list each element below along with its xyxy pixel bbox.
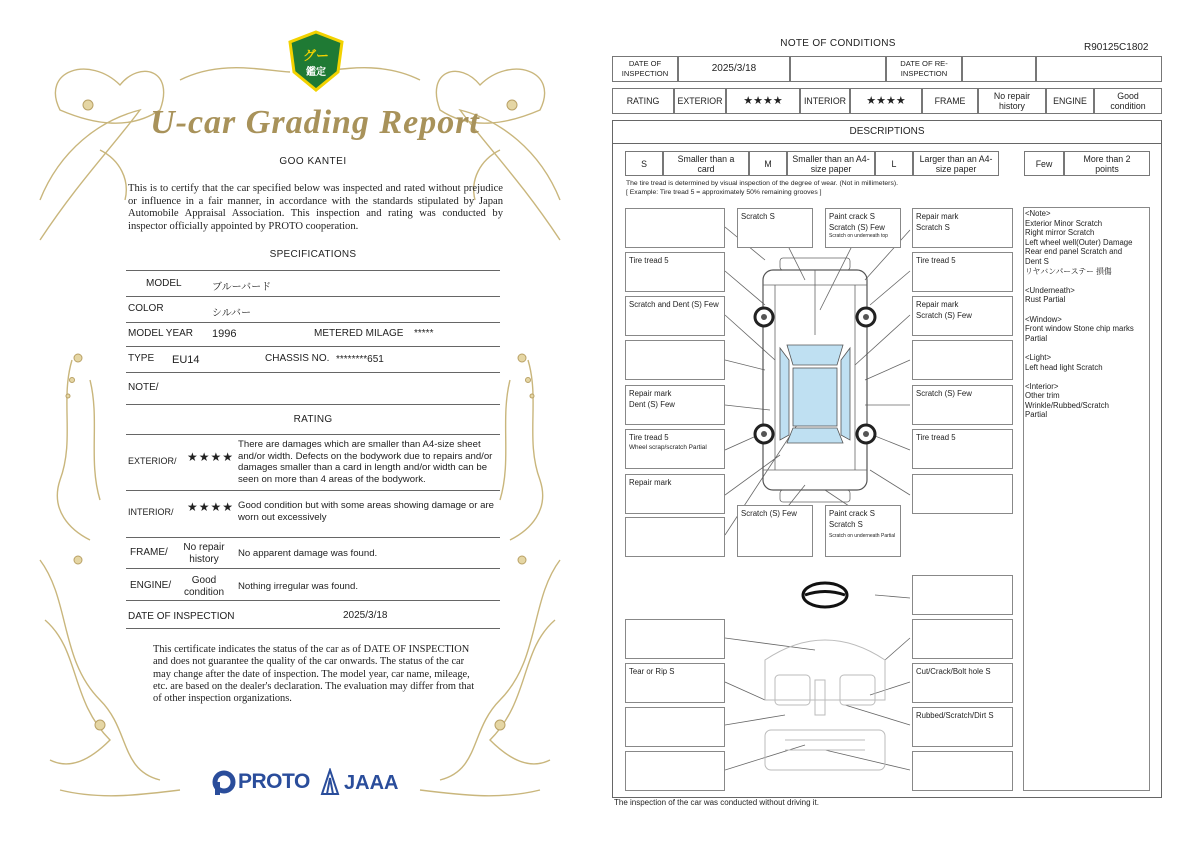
interior-description: Good condition but with some areas showing damage or are worn out excessively — [238, 500, 494, 523]
interior-stars: ★★★★ — [187, 500, 235, 514]
damage-box-repair-top: Repair mark Scratch S — [912, 208, 1013, 248]
jaaa-brand: JAAA — [344, 772, 399, 794]
note-line: Dent S — [1025, 256, 1049, 266]
damage-box — [625, 619, 725, 659]
note-line: <Underneath> — [1025, 285, 1075, 295]
type-label: TYPE — [128, 353, 155, 364]
mileage-label: METERED MILAGE — [314, 328, 404, 339]
notes-list — [1025, 209, 1134, 420]
legend-l: L — [875, 151, 913, 176]
damage-box-cut-crack: Cut/Crack/Bolt hole S — [912, 663, 1013, 703]
interior-label: INTERIOR — [800, 88, 850, 114]
type-value: EU14 — [172, 354, 200, 366]
divider — [126, 628, 500, 629]
note-line: Partial — [1025, 410, 1048, 420]
model-year-value: 1996 — [212, 328, 237, 340]
rating-label: RATING — [612, 88, 674, 114]
goo-kantei-logo — [286, 30, 346, 92]
note-label: NOTE/ — [128, 382, 159, 393]
chassis-value: ********651 — [336, 354, 384, 365]
date-inspection-value: 2025/3/18 — [678, 56, 790, 82]
damage-box — [912, 474, 1013, 514]
blank-cell — [790, 56, 886, 82]
note-line — [1025, 372, 1134, 382]
divider — [126, 322, 500, 323]
legend-l-desc: Larger than an A4-size paper — [913, 151, 999, 176]
blank-cell — [1036, 56, 1162, 82]
note-line: Right mirror Scratch — [1025, 228, 1095, 238]
note-line: Rear end panel Scratch and — [1025, 247, 1123, 257]
damage-box-rubbed: Rubbed/Scratch/Dirt S — [912, 707, 1013, 747]
engine-value: Good condition — [1094, 88, 1162, 114]
divider — [126, 568, 500, 569]
interior-stars: ★★★★ — [850, 88, 922, 114]
disclaimer-text: This certificate indicates the status of the car as of DATE OF INSPECTION and does not guarantee the quality of the car onwards. The status of the car may change after the date of inspection. The model year, car name, mileage, etc. are based on the dealer's declaration. The evaluation may differ from that of other inspection organizations. — [153, 644, 475, 705]
legend-m: M — [749, 151, 787, 176]
exterior-stars: ★★★★ — [726, 88, 800, 114]
certificate-text: This is to certify that the car specified below was inspected and rated without prejudice or influence in a fair manner, in accordance with the standards stipulated by Japan Automobile Appraisal Association. This inspection and rating was conducted by inspector officially appointed by PROTO cooperation. — [128, 183, 503, 232]
note-line: Left head light Scratch — [1025, 362, 1103, 372]
model-value: ブルーバード — [212, 282, 272, 293]
damage-box — [912, 619, 1013, 659]
jaaa-logo-icon — [320, 768, 340, 796]
damage-box — [912, 575, 1013, 615]
date-inspection-label: DATE OF INSPECTION — [612, 56, 678, 82]
damage-box-repair-right: Repair mark Scratch (S) Few — [912, 296, 1013, 336]
date-reinspection-label: DATE OF RE-INSPECTION — [886, 56, 962, 82]
specifications-heading: SPECIFICATIONS — [269, 249, 357, 260]
frame-description: No apparent damage was found. — [238, 548, 378, 559]
damage-box — [625, 517, 725, 557]
conditions-title: NOTE OF CONDITIONS — [780, 38, 896, 49]
damage-box — [912, 340, 1013, 380]
engine-value: Good condition — [183, 575, 225, 598]
damage-box — [625, 208, 725, 248]
note-line: <Window> — [1025, 314, 1062, 324]
damage-box-scratch-top: Scratch S — [737, 208, 813, 248]
damage-box-scratch-dent-left: Scratch and Dent (S) Few — [625, 296, 725, 336]
note-line: Left wheel well(Outer) Damage — [1025, 237, 1133, 247]
frame-label: FRAME — [922, 88, 978, 114]
model-label: MODEL — [146, 278, 182, 289]
note-line: Partial — [1025, 333, 1048, 343]
legend-few-desc: More than 2 points — [1064, 151, 1150, 176]
divider — [126, 372, 500, 373]
damage-box-paint-top: Paint crack S Scratch (S) Few Scratch on underneath top — [825, 208, 901, 248]
note-line: リヤバンパーステー 損傷 — [1025, 266, 1112, 276]
note-line: Other trim — [1025, 391, 1060, 401]
damage-box-tear-rip: Tear or Rip S — [625, 663, 725, 703]
svg-text:鑑定: 鑑定 — [306, 67, 326, 78]
chassis-label: CHASSIS NO. — [265, 353, 330, 364]
legend-m-desc: Smaller than an A4-size paper — [787, 151, 875, 176]
note-line: Rust Partial — [1025, 295, 1066, 305]
svg-text:グー: グー — [302, 49, 330, 64]
divider — [126, 346, 500, 347]
note-line: Wrinkle/Rubbed/Scratch — [1025, 400, 1109, 410]
rating-heading: RATING — [293, 414, 333, 425]
engine-label: ENGINE — [1046, 88, 1094, 114]
legend-s-desc: Smaller than a card — [663, 151, 749, 176]
exterior-label: EXTERIOR/ — [128, 456, 177, 466]
interior-label: INTERIOR/ — [128, 507, 174, 517]
tire-note: The tire tread is determined by visual inspection of the degree of wear. (Not in millimeters). — [626, 180, 898, 187]
tire-example: [ Example: Tire tread 5 = approximately 50% remaining grooves ] — [626, 189, 822, 196]
date-value: 2025/3/18 — [343, 610, 388, 621]
note-of-conditions-page — [600, 0, 1200, 848]
descriptions-heading: DESCRIPTIONS — [612, 120, 1162, 144]
frame-value: No repair history — [183, 542, 225, 565]
color-value: シルバー — [212, 308, 252, 319]
damage-box-repair-rear: Repair mark — [625, 474, 725, 514]
divider — [126, 434, 500, 435]
damage-box — [625, 340, 725, 380]
legend-few: Few — [1024, 151, 1064, 176]
damage-box-repair-left: Repair mark Dent (S) Few — [625, 385, 725, 425]
damage-box-tire-rr: Tire tread 5 — [912, 429, 1013, 469]
proto-logo-icon — [212, 770, 236, 796]
engine-description: Nothing irregular was found. — [238, 581, 358, 592]
divider — [126, 600, 500, 601]
mileage-value: ***** — [414, 328, 434, 339]
proto-brand: PROTO — [238, 770, 310, 793]
blank-cell — [962, 56, 1036, 82]
exterior-stars: ★★★★ — [187, 450, 235, 464]
report-code: R90125C1802 — [1084, 42, 1149, 53]
damage-box-scratch-bottom: Scratch (S) Few — [737, 505, 813, 557]
damage-box — [625, 751, 725, 791]
divider — [126, 537, 500, 538]
divider — [126, 270, 500, 271]
divider — [126, 296, 500, 297]
damage-box-tire-rl: Tire tread 5 Wheel scrap/scratch Partial — [625, 429, 725, 469]
frame-value: No repair history — [978, 88, 1046, 114]
damage-box — [912, 751, 1013, 791]
damage-box-tire-fr: Tire tread 5 — [912, 252, 1013, 292]
model-year-label: MODEL YEAR — [128, 328, 194, 339]
damage-box — [625, 707, 725, 747]
driving-footnote: The inspection of the car was conducted without driving it. — [614, 798, 819, 807]
color-label: COLOR — [128, 303, 164, 314]
divider — [126, 404, 500, 405]
divider — [126, 490, 500, 491]
damage-box-scratch-right: Scratch (S) Few — [912, 385, 1013, 425]
note-line: <Note> — [1025, 209, 1051, 218]
exterior-label: EXTERIOR — [674, 88, 726, 114]
frame-label: FRAME/ — [130, 547, 168, 558]
engine-label: ENGINE/ — [130, 580, 172, 591]
note-line: Front window Stone chip marks — [1025, 324, 1134, 334]
date-label: DATE OF INSPECTION — [128, 611, 235, 622]
note-line: <Light> — [1025, 352, 1052, 362]
note-line: Exterior Minor Scratch — [1025, 218, 1103, 228]
report-subtitle: GOO KANTEI — [279, 156, 347, 167]
exterior-description: There are damages which are smaller than A4-size sheet and/or width. Defects on the bodywork due to repairs and/or damages smaller than a card in length and/or width can be seen on more than 4 areas of the bodywork. — [238, 439, 493, 485]
report-title: U-car Grading Report — [150, 104, 480, 141]
damage-box-paint-bottom: Paint crack S Scratch S Scratch on underneath Partial — [825, 505, 901, 557]
damage-box-tire-fl: Tire tread 5 — [625, 252, 725, 292]
note-line — [1025, 305, 1134, 315]
note-line: <Interior> — [1025, 381, 1059, 391]
note-line — [1025, 276, 1134, 286]
legend-s: S — [625, 151, 663, 176]
note-line — [1025, 343, 1134, 353]
